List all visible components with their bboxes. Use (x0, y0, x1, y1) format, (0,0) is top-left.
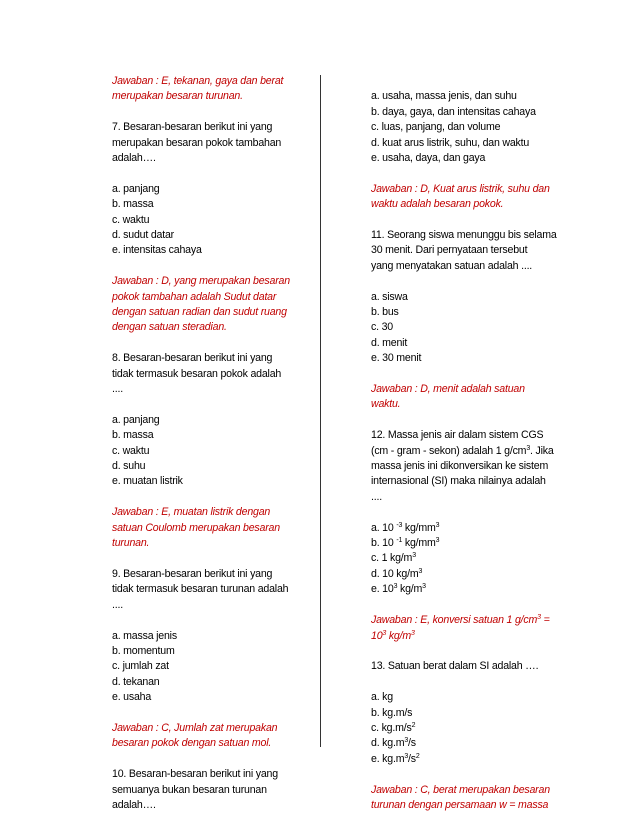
question-line: .... (112, 383, 123, 396)
superscript: 3 (435, 537, 440, 545)
question-line: massa jenis ini dikonversikan ke sistem (371, 460, 549, 473)
spacer (112, 706, 312, 721)
spacer (371, 213, 591, 228)
superscript: 3 (435, 521, 440, 529)
option-line (371, 752, 591, 767)
option-line: e. usaha (112, 691, 152, 704)
question-line: 10. Besaran-besaran berikut ini yang (112, 768, 278, 781)
spacer (112, 105, 312, 120)
option-text: b. 10 (371, 537, 397, 550)
spacer (112, 336, 312, 351)
spacer (371, 675, 591, 690)
question-line: .... (112, 598, 123, 611)
column-divider (320, 75, 321, 747)
question-line (371, 444, 591, 459)
option-line: b. bus (371, 306, 399, 319)
answer-text: 10 (371, 629, 383, 642)
answer-line: dengan satuan radian dan sudut ruang (112, 306, 287, 319)
answer-line: satuan Coulomb merupakan besaran (112, 521, 280, 534)
answer-line: merupakan besaran turunan. (112, 90, 243, 103)
option-text: d. kg.m (371, 737, 405, 750)
spacer (371, 505, 591, 520)
answer-line: Jawaban : D, menit adalah satuan (371, 383, 525, 396)
question-line: 11. Seorang siswa menunggu bis selama (371, 229, 557, 242)
option-line (371, 582, 591, 597)
option-line: a. panjang (112, 413, 160, 426)
question-line: semuanya bukan besaran turunan (112, 783, 267, 796)
superscript: 3 (422, 583, 426, 591)
spacer (112, 752, 312, 767)
option-text: c. kg.m/s (371, 721, 412, 734)
option-text: a. 10 (371, 521, 397, 534)
option-line: b. massa (112, 429, 154, 442)
answer-line: Jawaban : D, Kuat arus listrik, suhu dan (371, 182, 550, 195)
spacer (371, 274, 591, 289)
option-line: c. waktu (112, 444, 150, 457)
question-line: internasional (SI) maka nilainya adalah (371, 475, 546, 488)
spacer (112, 613, 312, 628)
option-line: d. suhu (112, 460, 146, 473)
question-line: adalah…. (112, 798, 156, 811)
superscript: 3 (382, 629, 387, 637)
option-text: d. 10 kg/m (371, 567, 419, 580)
option-line: a. siswa (371, 290, 408, 303)
answer-line: turunan. (112, 537, 150, 550)
superscript: 3 (526, 444, 531, 452)
answer-text: Jawaban : E, konversi satuan 1 g/cm (371, 614, 538, 627)
superscript: 3 (404, 737, 409, 745)
answer-line: Jawaban : D, yang merupakan besaran (112, 275, 290, 288)
question-text: (cm - gram - sekon) adalah 1 g/cm (371, 444, 527, 457)
superscript: 3 (411, 629, 415, 637)
option-line: b. massa (112, 198, 154, 211)
option-line: e. intensitas cahaya (112, 244, 202, 257)
answer-text: = (540, 614, 550, 627)
answer-line: waktu adalah besaran pokok. (371, 198, 504, 211)
spacer (371, 74, 591, 89)
superscript: -1 (396, 537, 403, 545)
answer-line: Jawaban : E, tekanan, gaya dan berat (112, 75, 284, 87)
question-line: merupakan besaran pokok tambahan (112, 136, 282, 149)
spacer (112, 490, 312, 505)
spacer (112, 259, 312, 274)
spacer (371, 598, 591, 613)
option-line: d. menit (371, 336, 408, 349)
spacer (371, 644, 591, 659)
question-line: .... (371, 490, 382, 503)
option-text: e. kg.m (371, 752, 405, 765)
option-line: e. usaha, daya, dan gaya (371, 152, 486, 165)
superscript: 3 (418, 567, 423, 575)
option-text: /s (408, 752, 416, 765)
option-line: c. jumlah zat (112, 660, 169, 673)
question-line: 9. Besaran-besaran berikut ini yang (112, 567, 273, 580)
option-line: c. luas, panjang, dan volume (371, 121, 501, 134)
option-line: d. sudut datar (112, 229, 174, 242)
option-text: kg/mm (402, 537, 436, 550)
question-line: adalah…. (112, 152, 156, 165)
spacer (112, 397, 312, 412)
option-text: e. 10 (371, 583, 394, 596)
option-line (371, 721, 591, 736)
left-column (112, 74, 312, 813)
spacer (371, 166, 591, 181)
superscript: 3 (412, 552, 416, 560)
answer-line: turunan dengan persamaan w = massa (371, 798, 549, 811)
spacer (112, 552, 312, 567)
superscript: 3 (393, 583, 398, 591)
answer-text: kg/m (386, 629, 411, 642)
option-line (371, 567, 591, 582)
option-text: kg/mm (402, 521, 436, 534)
answer-line (371, 613, 591, 628)
option-line: e. 30 menit (371, 352, 422, 365)
superscript: 3 (404, 752, 409, 760)
spacer (112, 166, 312, 181)
answer-line: pokok tambahan adalah Sudut datar (112, 290, 277, 303)
option-line (371, 536, 591, 551)
question-text: . Jika (530, 444, 554, 457)
option-line: b. momentum (112, 644, 175, 657)
question-line: 8. Besaran-besaran berikut ini yang (112, 352, 273, 365)
answer-line: waktu. (371, 398, 401, 411)
option-text: c. 1 kg/m (371, 552, 413, 565)
answer-line: Jawaban : E, muatan listrik dengan (112, 506, 271, 519)
question-line: yang menyatakan satuan adalah .... (371, 259, 533, 272)
option-line (371, 551, 591, 566)
right-column (371, 74, 591, 813)
option-line: b. kg.m/s (371, 706, 413, 719)
option-line: a. kg (371, 691, 393, 704)
option-text: /s (408, 737, 416, 750)
spacer (371, 767, 591, 782)
option-line (371, 521, 591, 536)
answer-line: dengan satuan steradian. (112, 321, 227, 334)
option-text: kg/m (397, 583, 423, 596)
spacer (371, 367, 591, 382)
option-line: a. usaha, massa jenis, dan suhu (371, 90, 517, 103)
option-line: c. waktu (112, 213, 150, 226)
option-line: a. panjang (112, 182, 160, 195)
answer-line: Jawaban : C, Jumlah zat merupakan (112, 721, 278, 734)
answer-line (371, 629, 591, 644)
superscript: 2 (415, 752, 420, 760)
superscript: 2 (411, 721, 416, 729)
superscript: 3 (537, 614, 541, 622)
option-line: b. daya, gaya, dan intensitas cahaya (371, 105, 536, 118)
option-line: c. 30 (371, 321, 393, 334)
superscript: -3 (396, 521, 403, 529)
question-line: 7. Besaran-besaran berikut ini yang (112, 121, 273, 134)
option-line: e. muatan listrik (112, 475, 183, 488)
answer-line: Jawaban : C, berat merupakan besaran (371, 783, 550, 796)
option-line: d. kuat arus listrik, suhu, dan waktu (371, 136, 530, 149)
option-line (371, 736, 591, 751)
question-line: 30 menit. Dari pernyataan tersebut (371, 244, 528, 257)
spacer (371, 413, 591, 428)
option-line: a. massa jenis (112, 629, 177, 642)
answer-line: besaran pokok dengan satuan mol. (112, 737, 272, 750)
question-line: 12. Massa jenis air dalam sistem CGS (371, 429, 544, 442)
question-line: tidak termasuk besaran turunan adalah (112, 583, 289, 596)
option-line: d. tekanan (112, 675, 160, 688)
question-line: tidak termasuk besaran pokok adalah (112, 367, 282, 380)
question-line: 13. Satuan berat dalam SI adalah …. (371, 660, 539, 673)
